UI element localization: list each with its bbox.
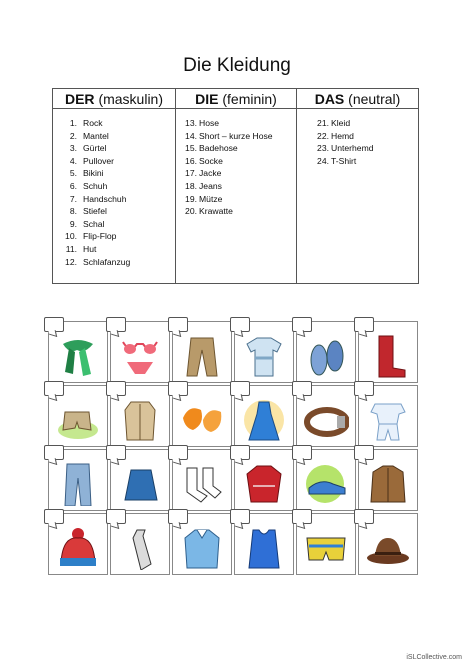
number-bubble[interactable] <box>354 381 374 396</box>
picture-cell <box>296 449 356 511</box>
number-bubble[interactable] <box>168 445 188 460</box>
number-bubble[interactable] <box>44 509 64 524</box>
word-item: 7. Handschuh <box>69 193 127 204</box>
picture-cell <box>48 385 108 447</box>
footer-brand: iSLCollective.com <box>406 654 462 661</box>
picture-cell <box>48 513 108 575</box>
shorts-icon <box>55 398 101 442</box>
picture-cell <box>358 513 418 575</box>
number-bubble[interactable] <box>44 381 64 396</box>
picture-cell <box>110 385 170 447</box>
jeans-icon <box>55 462 101 506</box>
picture-cell <box>234 449 294 511</box>
picture-cell <box>234 385 294 447</box>
word-item: 8. Stiefel <box>69 206 107 217</box>
socks-icon <box>179 462 225 506</box>
vest-icon <box>241 526 287 570</box>
word-item: 5. Bikini <box>69 168 104 179</box>
word-item: 20. Krawatte <box>185 206 233 217</box>
dress-icon <box>241 398 287 442</box>
das-column <box>297 109 419 284</box>
picture-cell <box>234 513 294 575</box>
picture-cell <box>172 513 232 575</box>
trousers-icon <box>179 334 225 378</box>
belt-icon <box>303 398 349 442</box>
number-bubble[interactable] <box>106 381 126 396</box>
header-der: DER (maskulin) <box>53 89 176 109</box>
number-bubble[interactable] <box>230 445 250 460</box>
number-bubble[interactable] <box>230 381 250 396</box>
picture-cell <box>358 385 418 447</box>
number-bubble[interactable] <box>168 317 188 332</box>
number-bubble[interactable] <box>230 317 250 332</box>
word-item: 21. Kleid <box>317 118 351 128</box>
shoe-icon <box>303 462 349 506</box>
die-column <box>176 109 297 284</box>
number-bubble[interactable] <box>292 381 312 396</box>
number-bubble[interactable] <box>44 317 64 332</box>
number-bubble[interactable] <box>168 509 188 524</box>
number-bubble[interactable] <box>106 317 126 332</box>
word-item: 24. T-Shirt <box>317 155 357 166</box>
page-title: Die Kleidung <box>183 55 291 76</box>
word-item: 9. Schal <box>69 218 105 229</box>
picture-cell <box>172 449 232 511</box>
coat-icon <box>117 398 163 442</box>
word-item: 11. Hut <box>65 243 97 254</box>
picture-cell <box>296 385 356 447</box>
number-bubble[interactable] <box>354 445 374 460</box>
picture-cell <box>110 449 170 511</box>
word-item: 17. Jacke <box>185 168 222 179</box>
der-column <box>53 109 176 284</box>
tie-icon <box>117 526 163 570</box>
word-item: 22. Hemd <box>317 130 354 141</box>
picture-cell <box>172 385 232 447</box>
vocabulary-table <box>52 88 419 284</box>
gloves-icon <box>179 398 225 442</box>
boots-icon <box>365 334 411 378</box>
shirt-icon <box>179 526 225 570</box>
picture-cell <box>358 321 418 383</box>
woolly-hat-icon <box>55 526 101 570</box>
picture-cell <box>296 321 356 383</box>
scarf-icon <box>55 334 101 378</box>
word-item: 18. Jeans <box>185 180 222 191</box>
picture-cell <box>48 449 108 511</box>
bikini-icon <box>117 334 163 378</box>
word-item: 12. Schlafanzug <box>65 256 131 267</box>
word-item: 10. Flip-Flop <box>65 231 117 242</box>
picture-cell <box>172 321 232 383</box>
number-bubble[interactable] <box>292 317 312 332</box>
pullover-icon <box>241 462 287 506</box>
word-item: 2. Mantel <box>69 130 109 141</box>
number-bubble[interactable] <box>292 445 312 460</box>
header-das: DAS (neutral) <box>297 89 419 109</box>
number-bubble[interactable] <box>106 509 126 524</box>
pyjamas-icon <box>365 398 411 442</box>
swim-trunks-icon <box>303 526 349 570</box>
picture-cell <box>234 321 294 383</box>
hat-icon <box>365 526 411 570</box>
picture-cell <box>296 513 356 575</box>
number-bubble[interactable] <box>44 445 64 460</box>
word-item: 3. Gürtel <box>69 143 107 154</box>
word-item: 15. Badehose <box>185 143 238 154</box>
word-item: 6. Schuh <box>69 180 108 191</box>
tshirt-icon <box>241 334 287 378</box>
number-bubble[interactable] <box>168 381 188 396</box>
word-item: 1. Rock <box>69 118 103 128</box>
number-bubble[interactable] <box>354 509 374 524</box>
word-item: 19. Mütze <box>185 193 223 204</box>
word-item: 4. Pullover <box>69 155 115 166</box>
number-bubble[interactable] <box>106 445 126 460</box>
number-bubble[interactable] <box>230 509 250 524</box>
word-item: 16. Socke <box>185 155 223 166</box>
picture-cell <box>110 321 170 383</box>
picture-cell <box>110 513 170 575</box>
number-bubble[interactable] <box>292 509 312 524</box>
word-item: 23. Unterhemd <box>317 143 374 154</box>
picture-cell <box>48 321 108 383</box>
word-item: 14. Short – kurze Hose <box>185 130 273 141</box>
picture-cell <box>358 449 418 511</box>
number-bubble[interactable] <box>354 317 374 332</box>
word-item: 13. Hose <box>185 118 220 128</box>
jacket-icon <box>365 462 411 506</box>
header-die: DIE (feminin) <box>176 89 297 109</box>
skirt-icon <box>117 462 163 506</box>
flipflops-icon <box>303 334 349 378</box>
